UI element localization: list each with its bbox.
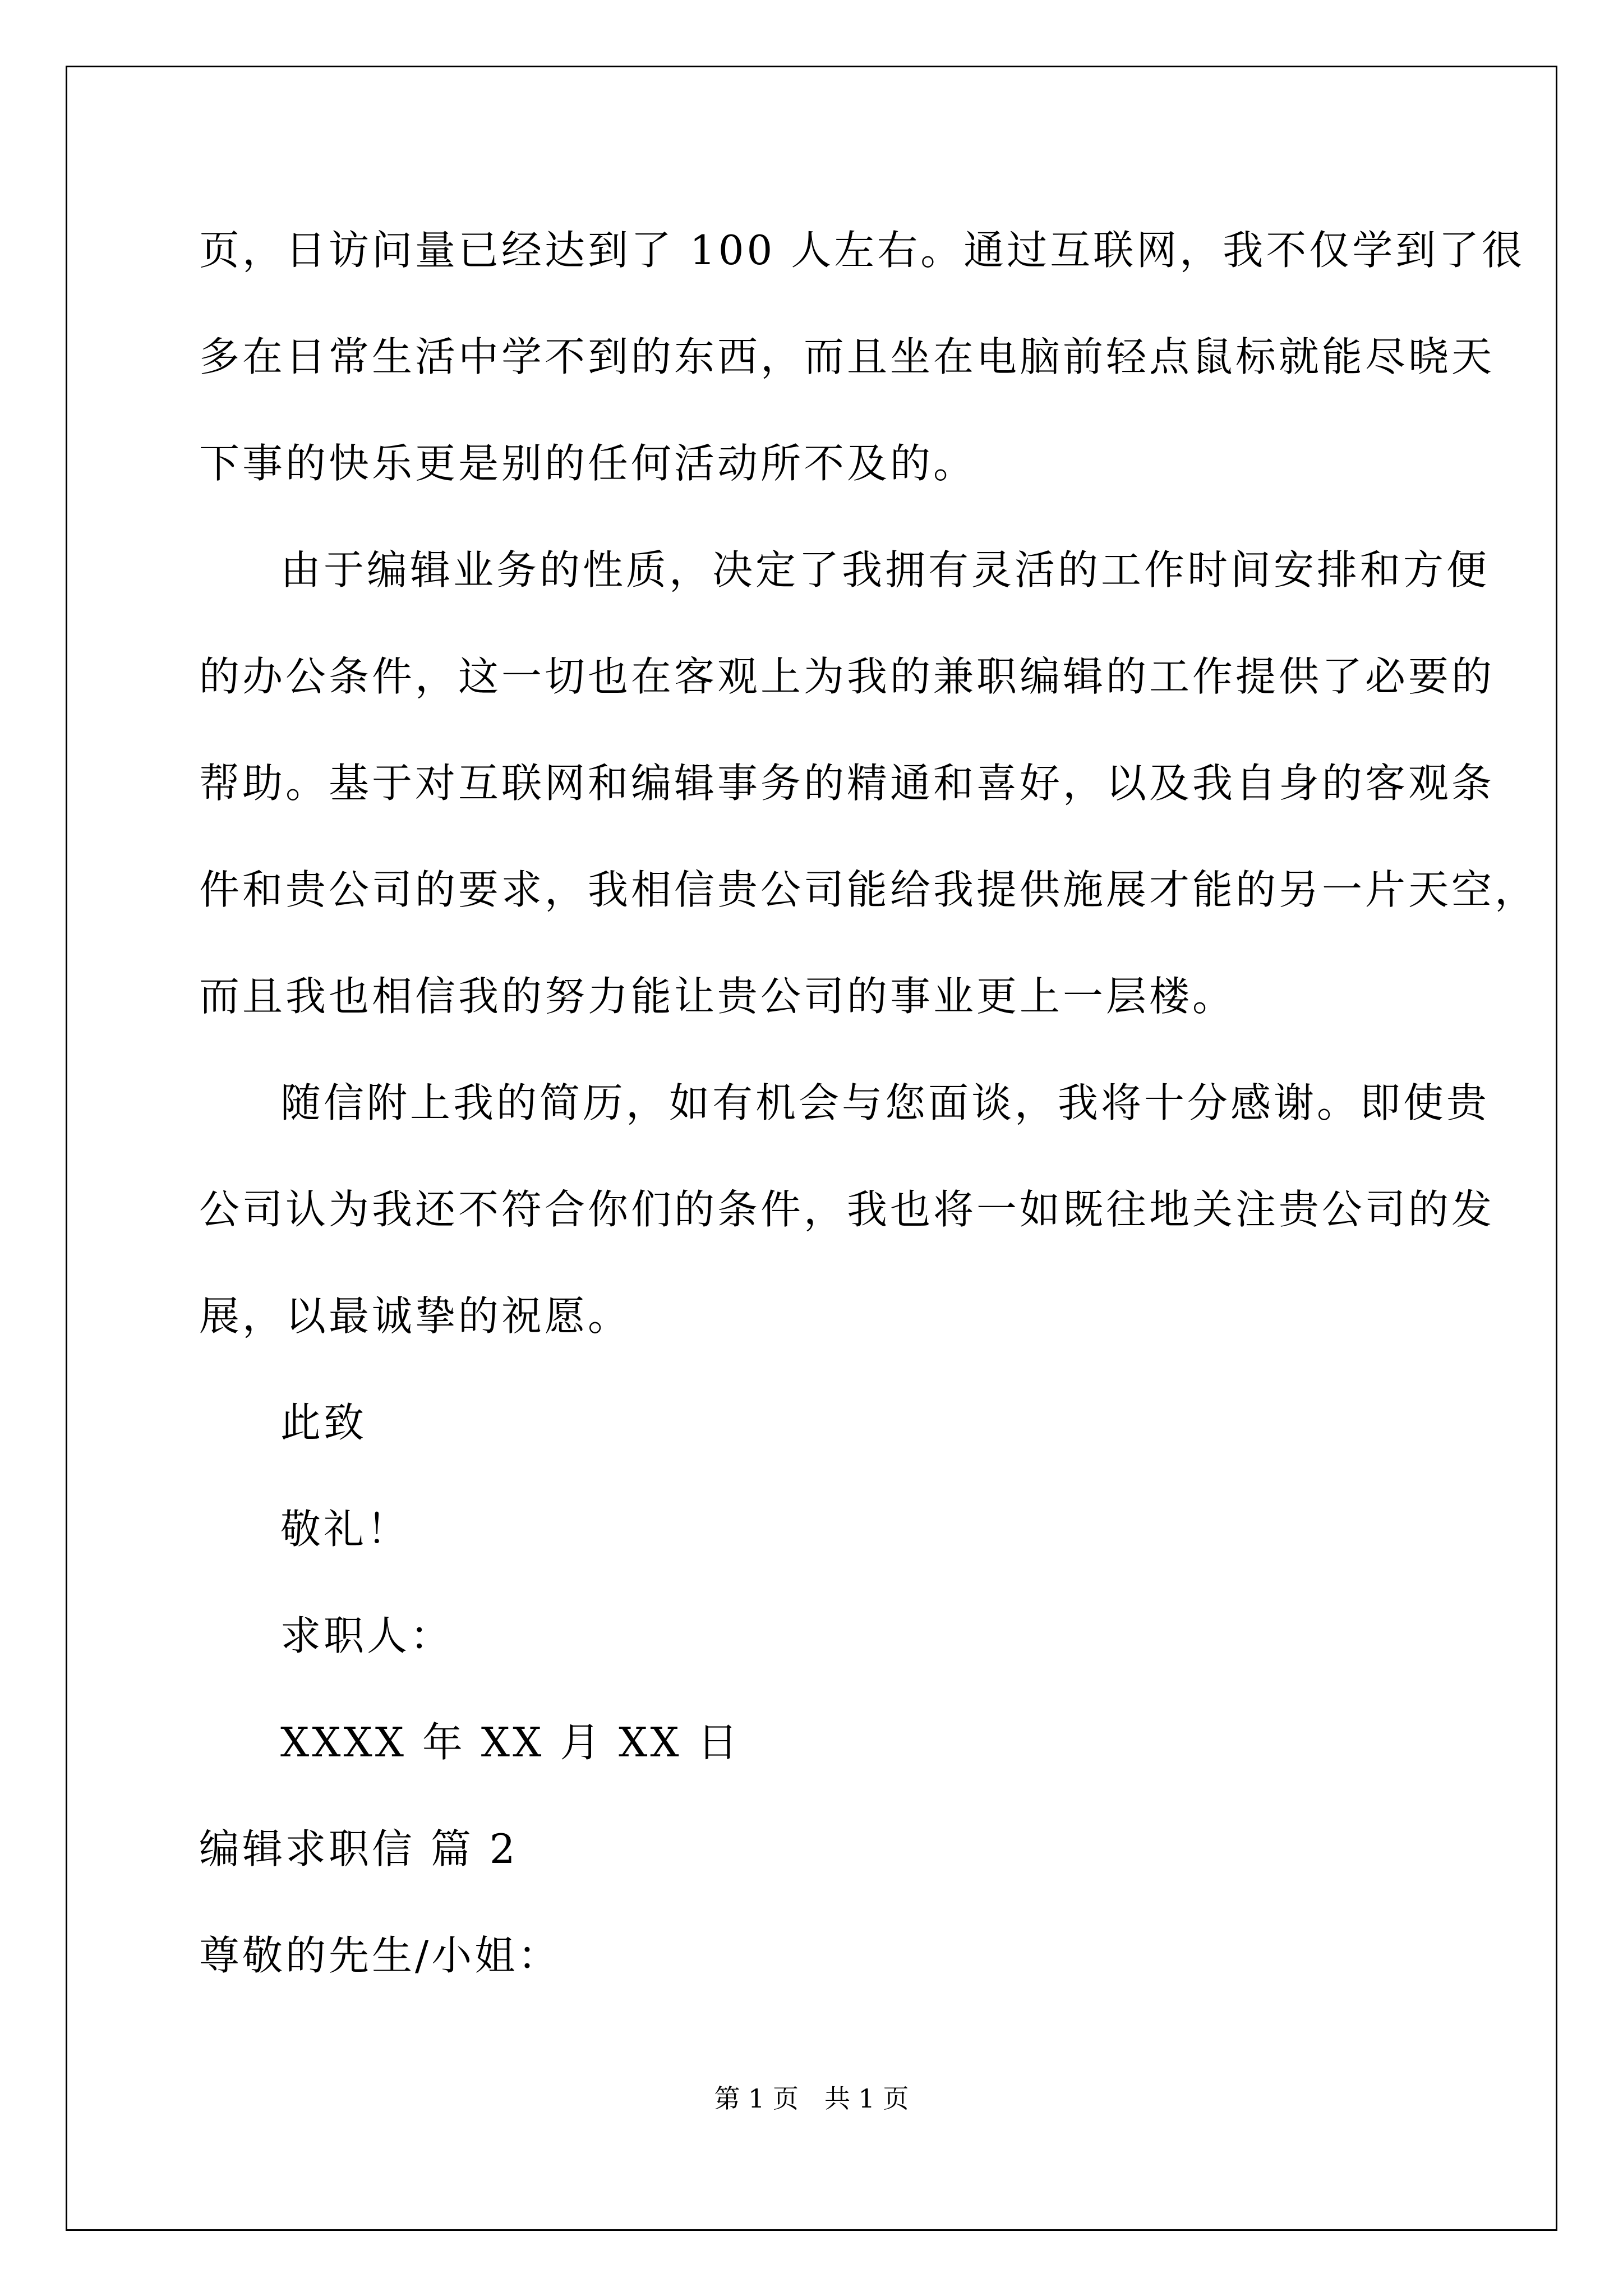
paragraph-2-line-5: 而且我也相信我的努力能让贵公司的事业更上一层楼。 bbox=[199, 973, 1236, 1020]
paragraph-3-line-3: 展，以最诚挚的祝愿。 bbox=[199, 1292, 631, 1340]
paragraph-3-line-2: 公司认为我还不符合你们的条件，我也将一如既往地关注贵公司的发 bbox=[199, 1186, 1495, 1233]
paragraph-1-line-3: 下事的快乐更是别的任何活动所不及的。 bbox=[199, 440, 977, 487]
section-heading: 编辑求职信 篇 2 bbox=[199, 1825, 518, 1872]
paragraph-2-line-2: 的办公条件，这一切也在客观上为我的兼职编辑的工作提供了必要的 bbox=[199, 653, 1495, 700]
paragraph-1-line-2: 多在日常生活中学不到的东西，而且坐在电脑前轻点鼠标就能尽晓天 bbox=[199, 333, 1495, 380]
closing-regards: 敬礼！ bbox=[280, 1506, 411, 1553]
date-line: XXXX 年 XX 月 XX 日 bbox=[280, 1719, 741, 1766]
page-border bbox=[66, 66, 1557, 2231]
paragraph-3-line-1: 随信附上我的简历，如有机会与您面谈，我将十分感谢。即使贵 bbox=[280, 1079, 1490, 1126]
paragraph-2-line-3: 帮助。基于对互联网和编辑事务的精通和喜好，以及我自身的客观条 bbox=[199, 760, 1495, 807]
paragraph-2-line-4: 件和贵公司的要求，我相信贵公司能给我提供施展才能的另一片天空， bbox=[199, 866, 1538, 913]
greeting: 尊敬的先生/小姐： bbox=[199, 1932, 561, 1979]
applicant-label: 求职人： bbox=[280, 1612, 454, 1659]
paragraph-2-line-1: 由于编辑业务的性质，决定了我拥有灵活的工作时间安排和方便 bbox=[280, 546, 1490, 593]
closing-salutation: 此致 bbox=[280, 1399, 367, 1446]
paragraph-1-line-1: 页，日访问量已经达到了 100 人左右。通过互联网，我不仅学到了很 bbox=[199, 227, 1525, 274]
page-footer: 第 1 页 共 1 页 bbox=[714, 2083, 909, 2114]
